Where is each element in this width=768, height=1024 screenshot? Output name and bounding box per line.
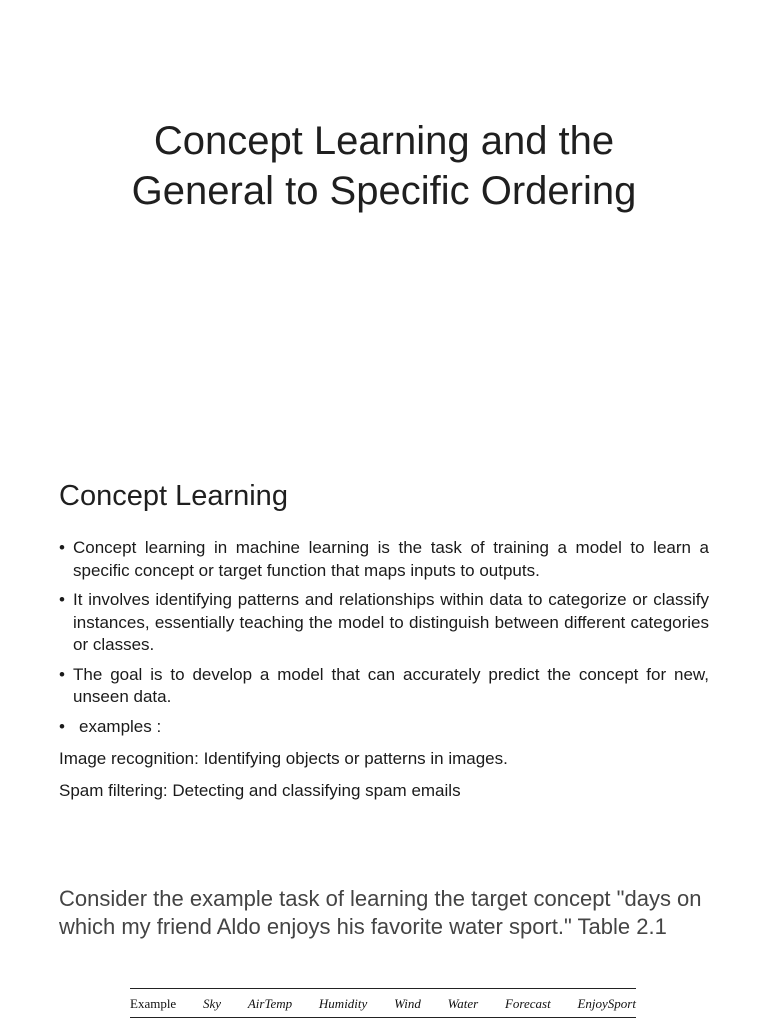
bullet-dot-icon: • (59, 538, 65, 557)
bullet-text: The goal is to develop a model that can accurately predict the concept for new, unseen data. (73, 664, 709, 706)
bullet-item (59, 664, 709, 709)
table-header-cell: EnjoySport (577, 996, 636, 1011)
table-header-cell: Sky (203, 996, 222, 1011)
example-line-image-recognition: Image recognition: Identifying objects or patterns in images. (59, 749, 508, 768)
bullet-item (59, 589, 709, 657)
table-header-cell: Wind (394, 996, 421, 1011)
table-header-cell: Humidity (318, 996, 368, 1011)
slide-title-line-1: Concept Learning and the (153, 119, 615, 163)
table-header-cell: Forecast (504, 996, 551, 1011)
table-header-cell: Example (130, 996, 177, 1011)
table-header-cell: AirTemp (247, 996, 293, 1011)
bullet-dot-icon: • (59, 590, 65, 609)
bullet-item (59, 537, 709, 582)
slide-title (60, 116, 708, 216)
bullet-dot-icon: • (59, 716, 65, 736)
table-header-row (130, 996, 636, 1012)
section-heading: Concept Learning (59, 480, 288, 512)
bullet-text: Concept learning in machine learning is the task of training a model to learn a specific concept or target function that maps inputs to outputs. (73, 538, 709, 580)
bullet-text: examples : (79, 716, 162, 736)
table-header-rule (130, 1017, 636, 1018)
bullet-dot-icon: • (59, 664, 65, 684)
table-2-1-header (130, 986, 636, 1020)
consider-paragraph: Consider the example task of learning the target concept "days on which my friend Aldo enjoys his favorite water sport." Table 2.1 (59, 886, 702, 939)
example-line-spam-filtering: Spam filtering: Detecting and classifying spam emails (59, 781, 461, 800)
bullet-text: It involves identifying patterns and relationships within data to categorize or classify instances, essentially teaching the model to distinguish between different categories or classes. (73, 590, 709, 654)
bullet-list (59, 537, 709, 745)
bullet-item (59, 716, 709, 739)
table-top-rule (130, 988, 636, 989)
table-header-cell: Water (447, 996, 479, 1011)
slide-title-line-2: General to Specific Ordering (131, 169, 637, 213)
